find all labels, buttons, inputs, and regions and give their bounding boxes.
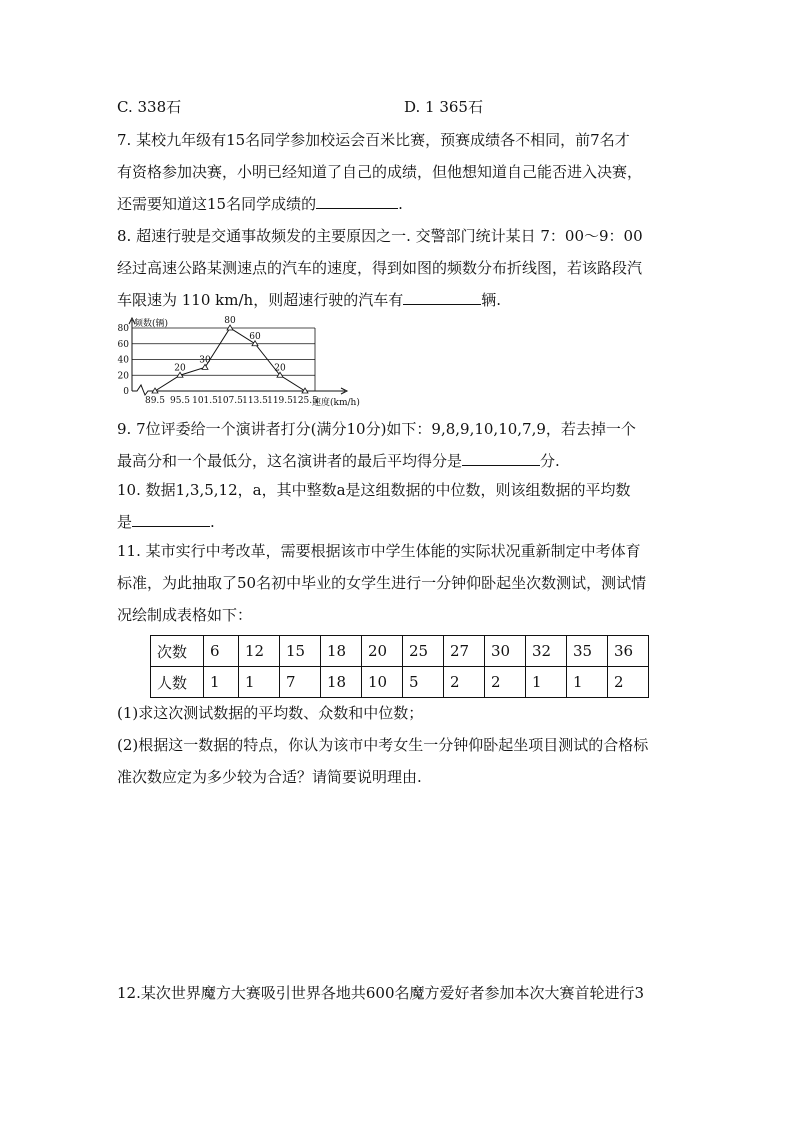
table-cell: 15 bbox=[280, 636, 321, 667]
q8-answer-blank[interactable] bbox=[403, 290, 481, 305]
table-cell: 35 bbox=[567, 636, 608, 667]
table-cell: 2 bbox=[444, 667, 485, 698]
table-cell: 2 bbox=[485, 667, 526, 698]
q7-line-3-text: 还需要知道这15名同学成绩的 bbox=[117, 195, 317, 213]
q10-line-2-end: . bbox=[210, 513, 215, 531]
q10-answer-blank[interactable] bbox=[132, 512, 210, 527]
q8-line-3 bbox=[117, 290, 501, 310]
data-label: 80 bbox=[224, 316, 236, 326]
x-axis bbox=[132, 385, 345, 395]
q12-line-1: 12.某次世界魔方大赛吸引世界各地共600名魔方爱好者参加本次大赛首轮进行3 bbox=[117, 984, 645, 1002]
table-cell: 32 bbox=[526, 636, 567, 667]
x-tick-label: 125.5 bbox=[292, 396, 318, 406]
table-cell: 1 bbox=[204, 667, 239, 698]
q9-line-2-end: 分. bbox=[540, 452, 560, 470]
q10-line-2-text: 是 bbox=[117, 513, 133, 531]
q8-line-1: 8. 超速行驶是交通事故频发的主要原因之一. 交警部门统计某日 7：00～9：00 bbox=[117, 227, 643, 245]
q7-answer-blank[interactable] bbox=[316, 194, 398, 209]
table-cell: 20 bbox=[362, 636, 403, 667]
table-cell: 18 bbox=[321, 636, 362, 667]
q7-line-3-end: . bbox=[398, 195, 403, 213]
table-cell: 1 bbox=[526, 667, 567, 698]
table-cell: 7 bbox=[280, 667, 321, 698]
table-cell: 人数 bbox=[151, 667, 204, 698]
table-cell: 1 bbox=[567, 667, 608, 698]
data-label: 30 bbox=[199, 355, 211, 366]
frequency-polygon-chart bbox=[110, 316, 410, 408]
y-tick-label: 60 bbox=[117, 339, 129, 350]
y-tick-label: 20 bbox=[117, 371, 129, 382]
data-label: 20 bbox=[274, 363, 286, 374]
chart-x-tick-labels bbox=[145, 396, 318, 406]
table-cell: 12 bbox=[239, 636, 280, 667]
table-cell: 次数 bbox=[151, 636, 204, 667]
x-tick-label: 113.5 bbox=[242, 396, 268, 406]
q8-line-2: 经过高速公路某测速点的汽车的速度，得到如图的频数分布折线图，若该路段汽 bbox=[117, 259, 643, 277]
x-tick-label: 95.5 bbox=[169, 396, 191, 406]
option-c: C. 338石 bbox=[117, 98, 182, 116]
table-cell: 10 bbox=[362, 667, 403, 698]
table-cell: 5 bbox=[403, 667, 444, 698]
chart-series bbox=[152, 316, 308, 393]
chart-y-axis-label: 频数(辆) bbox=[134, 319, 169, 329]
q9-line-1: 9. 7位评委给一个演讲者打分(满分10分)如下：9,8,9,10,10,7,9，若去掉一个 bbox=[117, 420, 636, 438]
table-cell: 1 bbox=[239, 667, 280, 698]
table-cell: 36 bbox=[608, 636, 649, 667]
table-cell: 6 bbox=[204, 636, 239, 667]
q10-line-1: 10. 数据1,3,5,12，a，其中整数a是这组数据的中位数，则该组数据的平均数 bbox=[117, 481, 631, 499]
data-label: 20 bbox=[174, 363, 186, 374]
x-tick-label: 101.5 bbox=[192, 396, 218, 406]
q11-part-2-line-2: 准次数应定为多少较为合适？请简要说明理由. bbox=[117, 768, 422, 786]
x-tick-label: 107.5 bbox=[217, 396, 243, 406]
q11-part-2-line-1: (2)根据这一数据的特点，你认为该市中考女生一分钟仰卧起坐项目测试的合格标 bbox=[117, 736, 649, 754]
q11-part-1: (1)求这次测试数据的平均数、众数和中位数； bbox=[117, 704, 424, 722]
table-cell: 18 bbox=[321, 667, 362, 698]
chart-axes bbox=[129, 318, 347, 395]
q8-line-3-end: 辆. bbox=[481, 291, 501, 309]
q7-line-3 bbox=[117, 194, 403, 214]
table-cell: 25 bbox=[403, 636, 444, 667]
q7-line-2: 有资格参加决赛，小明已经知道了自己的成绩，但他想知道自己能否进入决赛， bbox=[117, 163, 643, 181]
chart-y-tick-labels bbox=[118, 324, 130, 397]
q11-line-3: 况绘制成表格如下： bbox=[117, 606, 253, 624]
table-cell: 27 bbox=[444, 636, 485, 667]
table-cell: 2 bbox=[608, 667, 649, 698]
table-row bbox=[151, 636, 649, 667]
table-row bbox=[151, 667, 649, 698]
data-label: 60 bbox=[249, 331, 261, 342]
y-tick-label: 40 bbox=[117, 355, 129, 366]
q9-answer-blank[interactable] bbox=[462, 451, 540, 466]
q8-line-3-text: 车限速为 110 km/h，则超速行驶的汽车有 bbox=[117, 291, 404, 309]
situp-data-table bbox=[150, 635, 649, 698]
q9-line-2 bbox=[117, 451, 560, 471]
x-tick-label: 119.5 bbox=[267, 396, 293, 406]
q7-line-1: 7. 某校九年级有15名同学参加校运会百米比赛，预赛成绩各不相同，前7名才 bbox=[117, 131, 630, 149]
table-cell: 30 bbox=[485, 636, 526, 667]
option-d: D. 1 365石 bbox=[404, 98, 483, 116]
q11-line-1: 11. 某市实行中考改革，需要根据该市中学生体能的实际状况重新制定中考体育 bbox=[117, 542, 641, 560]
q11-line-2: 标准，为此抽取了50名初中毕业的女学生进行一分钟仰卧起坐次数测试，测试情 bbox=[117, 574, 647, 592]
y-tick-label: 80 bbox=[117, 324, 129, 334]
chart-x-axis-label: 速度(km/h) bbox=[312, 398, 360, 408]
q10-line-2 bbox=[117, 512, 215, 532]
x-tick-label: 89.5 bbox=[144, 396, 166, 406]
q9-line-2-text: 最高分和一个最低分，这名演讲者的最后平均得分是 bbox=[117, 452, 463, 470]
y-tick-label: 0 bbox=[123, 387, 129, 397]
